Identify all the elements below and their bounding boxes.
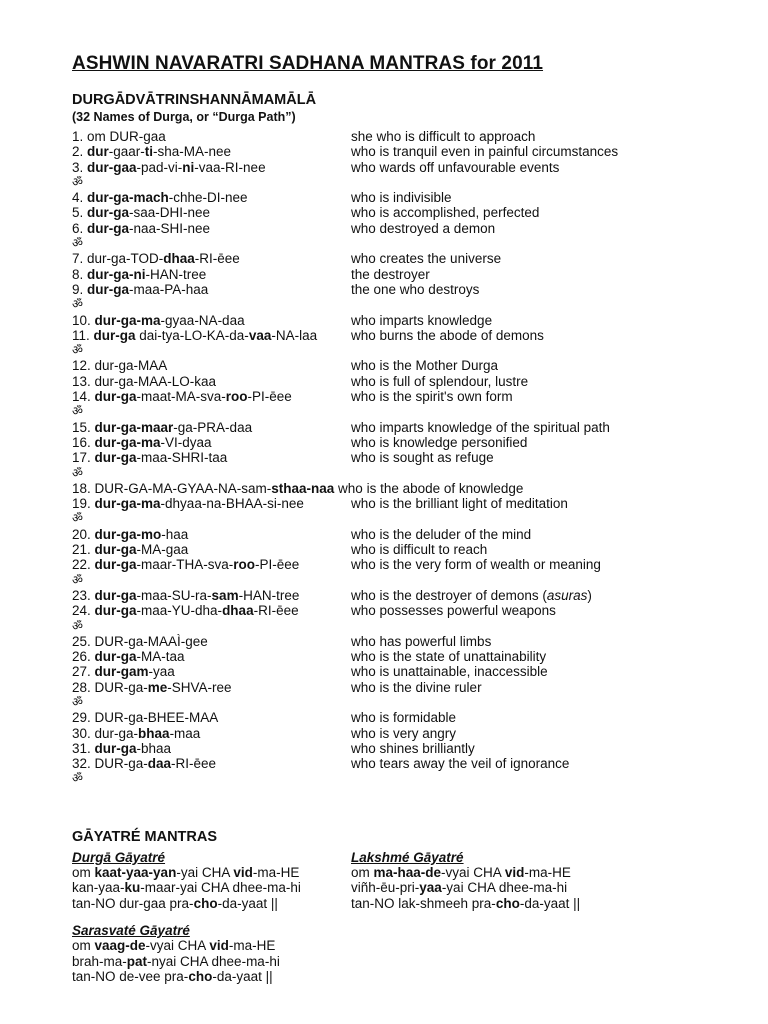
text-segment: -vyai CHA <box>441 865 505 881</box>
mantra-line <box>351 865 630 880</box>
name-row <box>72 481 712 496</box>
gayatri-heading: Sarasvaté Gāyatré <box>72 922 190 938</box>
name-meaning: who possesses powerful weapons <box>351 603 556 619</box>
mantra-line <box>351 880 630 895</box>
bold-syllable: dhaa <box>163 251 195 267</box>
italic-word: asuras <box>546 587 588 603</box>
name-row <box>72 328 712 343</box>
bold-syllable: dur-ga <box>87 220 130 236</box>
name-meaning: who burns the abode of demons <box>351 327 544 343</box>
text-segment: -NA-laa <box>271 327 318 343</box>
sanskrit-name <box>72 557 351 572</box>
name-meaning: who imparts knowledge of the spiritual path <box>351 419 610 435</box>
text-segment: 10. <box>72 312 95 328</box>
name-row <box>72 588 712 603</box>
gayatri-grid <box>72 850 712 996</box>
sanskrit-name <box>72 160 351 175</box>
sanskrit-name <box>72 435 351 450</box>
sanskrit-name <box>72 649 351 664</box>
om-symbol-icon: ॐ <box>72 771 83 786</box>
text-segment: 25. DUR-ga-MAAÌ-gee <box>72 633 208 649</box>
text-segment: -nyai CHA dhee-ma-hi <box>147 953 280 969</box>
bold-syllable: ma-haa-de <box>373 865 442 881</box>
mantra-line <box>72 954 351 969</box>
sanskrit-name <box>72 710 351 725</box>
bold-syllable: dur <box>87 144 109 160</box>
bold-syllable: vid <box>233 865 253 881</box>
text-segment: 7. dur-ga-TOD- <box>72 251 164 267</box>
bold-syllable: bhaa <box>138 725 170 741</box>
sanskrit-name <box>72 588 351 603</box>
bold-syllable: dur-ga <box>87 281 130 297</box>
sanskrit-name <box>72 251 351 266</box>
gayatri-block <box>72 850 351 911</box>
text-segment: -maat-MA-sva- <box>136 389 226 405</box>
name-row <box>72 420 712 435</box>
bold-syllable: dur-ga <box>94 740 137 756</box>
sanskrit-name <box>72 603 351 618</box>
name-meaning: who tears away the veil of ignorance <box>351 756 570 772</box>
text-segment: 16. <box>72 434 95 450</box>
sanskrit-name <box>72 205 351 220</box>
text-segment: -da-yaat || <box>212 968 273 984</box>
document-title: ASHWIN NAVARATRI SADHANA MANTRAS for 2011 <box>72 53 544 74</box>
text-segment: om <box>72 938 95 954</box>
durga-names-section <box>72 92 712 787</box>
name-row <box>72 358 712 373</box>
text-segment: -yai CHA dhee-ma-hi <box>441 880 568 896</box>
name-meaning: the destroyer <box>351 266 430 282</box>
gayatri-left-column <box>72 850 351 996</box>
bold-syllable: roo <box>225 389 248 405</box>
mantra-line <box>72 896 351 911</box>
text-segment: -bhaa <box>136 740 172 756</box>
text-segment: 24. <box>72 603 95 619</box>
bold-syllable: pat <box>126 953 148 969</box>
name-row <box>72 129 712 144</box>
sanskrit-name <box>72 481 523 496</box>
section-title: DURGĀDVĀTRINSHANNĀMAMĀLĀ <box>72 92 317 108</box>
name-meaning: who is the divine ruler <box>351 679 482 695</box>
text-segment: brah-ma- <box>72 953 127 969</box>
bold-syllable: dur-ga-mach <box>87 190 169 206</box>
text-segment: -HAN-tree <box>238 587 300 603</box>
name-row <box>72 741 712 756</box>
text-segment: 29. DUR-ga-BHEE-MAA <box>72 710 219 726</box>
bold-syllable: dur-ga <box>93 327 136 343</box>
name-row <box>72 267 712 282</box>
text-segment: tan-NO lak-shmeeh pra- <box>351 895 496 911</box>
sanskrit-name <box>72 389 351 404</box>
bold-syllable: yaa <box>419 880 442 896</box>
name-row <box>72 527 712 542</box>
gayatri-block <box>351 850 630 911</box>
name-row <box>72 450 712 465</box>
name-row <box>72 726 712 741</box>
text-segment: -ga-PRA-daa <box>173 419 253 435</box>
text-segment: -da-yaat || <box>519 895 581 911</box>
name-meaning: who has powerful limbs <box>351 633 492 649</box>
bold-syllable: dur-gam <box>94 664 149 680</box>
bold-syllable: dur-ga <box>94 450 137 466</box>
text-segment: 11. <box>72 327 94 343</box>
name-row <box>72 190 712 205</box>
text-segment: -ma-HE <box>252 865 300 881</box>
name-meaning: who imparts knowledge <box>351 312 493 328</box>
text-segment: 6. <box>72 220 88 236</box>
text-segment: 2. <box>72 144 88 160</box>
sanskrit-name <box>72 527 351 542</box>
text-segment: 22. <box>72 557 95 573</box>
bold-syllable: dur-ga-maar <box>94 419 174 435</box>
bold-syllable: dur-ga-mo <box>94 526 162 542</box>
name-row <box>72 664 712 679</box>
mantra-line <box>72 969 351 984</box>
text-segment: 14. <box>72 389 95 405</box>
text-segment: -MA-taa <box>136 649 185 665</box>
text-segment: -maa-SU-ra- <box>136 587 212 603</box>
bold-syllable: dur-ga <box>94 557 137 573</box>
text-segment: -PI-ēee <box>255 557 300 573</box>
text-segment: -PI-ēee <box>247 389 292 405</box>
bold-syllable: dur-ga <box>94 603 137 619</box>
text-segment: -maar-yai CHA dhee-ma-hi <box>140 880 301 896</box>
name-meaning: who wards off unfavourable events <box>351 159 560 175</box>
om-symbol-icon: ॐ <box>72 618 83 633</box>
sanskrit-name <box>72 420 351 435</box>
document-page <box>72 52 712 996</box>
sanskrit-name <box>72 358 351 373</box>
sanskrit-name <box>72 190 351 205</box>
name-meaning: who is knowledge personified <box>351 434 528 450</box>
text-segment: 26. <box>72 649 95 665</box>
name-meaning: who shines brilliantly <box>351 740 475 756</box>
bold-syllable: vid <box>504 865 525 881</box>
text-segment: -vaa-RI-nee <box>194 159 266 175</box>
text-segment: tan-NO de-vee pra- <box>72 968 189 984</box>
text-segment: -saa-DHI-nee <box>129 205 211 221</box>
bold-syllable: dur-gaa <box>87 159 137 175</box>
text-segment: -maa <box>169 725 201 741</box>
text-segment: -VI-dyaa <box>160 434 212 450</box>
text-segment: om <box>351 865 374 881</box>
name-meaning: who creates the universe <box>351 251 502 267</box>
text-segment: 28. DUR-ga- <box>72 679 148 695</box>
name-row <box>72 649 712 664</box>
sanskrit-name <box>72 282 351 297</box>
text-segment: 23. <box>72 587 95 603</box>
bold-syllable: dur-ga <box>94 389 137 405</box>
text-segment: -maar-THA-sva- <box>136 557 234 573</box>
text-segment: -yaa <box>148 664 175 680</box>
text-segment: tan-NO dur-gaa pra- <box>72 895 194 911</box>
text-segment: -pad-vi- <box>136 159 183 175</box>
name-meaning: who is the brilliant light of meditation <box>351 496 568 512</box>
name-row <box>72 144 712 159</box>
bold-syllable: dur-ga <box>87 205 130 221</box>
text-segment: 5. <box>72 205 88 221</box>
bold-syllable: cho <box>495 895 520 911</box>
text-segment: 19. <box>72 496 95 512</box>
om-symbol-icon: ॐ <box>72 694 83 709</box>
text-segment: -ma-HE <box>524 865 571 881</box>
bold-syllable: dur-ga-ma <box>94 496 161 512</box>
name-meaning: who is the Mother Durga <box>351 358 499 374</box>
om-symbol-icon: ॐ <box>72 465 83 480</box>
gayatri-heading: Lakshmé Gāyatré <box>351 849 464 865</box>
text-segment: 31. <box>72 740 95 756</box>
om-symbol-icon: ॐ <box>72 404 83 419</box>
text-segment: -RI-ēee <box>253 603 299 619</box>
om-symbol-icon: ॐ <box>72 511 83 526</box>
bold-syllable: vaa <box>248 327 272 343</box>
sanskrit-name <box>72 221 351 236</box>
mantra-line <box>72 938 351 953</box>
gayatri-heading: Durgā Gāyatré <box>72 849 166 865</box>
text-segment: dai-tya-LO-KA-da- <box>135 327 249 343</box>
text-segment: -maa-SHRI-taa <box>136 450 228 466</box>
bold-syllable: vid <box>209 938 229 954</box>
sanskrit-name <box>72 634 351 649</box>
bold-syllable: ku <box>124 880 141 896</box>
text-segment: 15. <box>72 419 95 435</box>
text-segment: 4. <box>72 190 88 206</box>
text-segment: -HAN-tree <box>145 266 207 282</box>
name-row <box>72 542 712 557</box>
mantra-line <box>72 865 351 880</box>
name-row <box>72 205 712 220</box>
text-segment: 18. DUR-GA-MA-GYAA-NA-sam- <box>72 480 272 496</box>
sanskrit-name <box>72 680 351 695</box>
text-segment: 12. dur-ga-MAA <box>72 358 168 374</box>
gayatri-right-column <box>351 850 630 996</box>
gayatri-block <box>72 923 351 984</box>
name-row <box>72 496 712 511</box>
name-row <box>72 313 712 328</box>
text-segment: -sha-MA-nee <box>153 144 232 160</box>
text-segment: 9. <box>72 281 88 297</box>
text-segment: -RI-ēee <box>194 251 240 267</box>
sanskrit-name <box>72 129 351 144</box>
text-segment: -naa-SHI-nee <box>129 220 211 236</box>
name-row <box>72 282 712 297</box>
sanskrit-name <box>72 328 351 343</box>
name-row <box>72 221 712 236</box>
bold-syllable: dur-ga <box>94 587 137 603</box>
name-meaning: she who is difficult to approach <box>351 129 536 144</box>
name-meaning: who is full of splendour, lustre <box>351 373 529 389</box>
name-meaning: the one who destroys <box>351 281 480 297</box>
name-meaning: who is the state of unattainability <box>351 649 547 665</box>
sanskrit-name <box>72 450 351 465</box>
text-segment: 32. DUR-ga- <box>72 756 148 772</box>
bold-syllable: sthaa-naa <box>271 480 335 496</box>
bold-syllable: kaat-yaa-yan <box>94 865 177 881</box>
gayatri-title: GĀYATRÉ MANTRAS <box>72 828 218 845</box>
bold-syllable: vaag-de <box>94 938 146 954</box>
name-meaning: who is sought as refuge <box>351 450 494 466</box>
sanskrit-name <box>72 496 351 511</box>
name-row <box>72 557 712 572</box>
bold-syllable: dur-ga <box>94 649 137 665</box>
text-segment: -SHVA-ree <box>167 679 232 695</box>
bold-syllable: dur-ga-ni <box>87 266 146 282</box>
name-row <box>72 603 712 618</box>
text-segment: -gaar- <box>108 144 145 160</box>
bold-syllable: ti <box>144 144 154 160</box>
name-meaning: who is difficult to reach <box>351 542 488 558</box>
name-row <box>72 160 712 175</box>
sanskrit-name <box>72 267 351 282</box>
sanskrit-name <box>72 741 351 756</box>
bold-syllable: dur-ga <box>94 542 137 558</box>
text-segment: 8. <box>72 266 88 282</box>
name-meaning: who is the very form of wealth or meaning <box>351 557 601 573</box>
name-meaning: who is the abode of knowledge <box>334 480 524 496</box>
text-segment: -yai CHA <box>176 865 234 881</box>
text-segment: 1. om DUR-gaa <box>72 129 166 144</box>
bold-syllable: ni <box>182 159 195 175</box>
text-segment: -chhe-DI-nee <box>168 190 248 206</box>
text-segment: viñh-ēu-pri- <box>351 880 420 896</box>
name-row <box>72 435 712 450</box>
bold-syllable: dhaa <box>222 603 254 619</box>
text-segment: 13. dur-ga-MAA-LO-kaa <box>72 373 217 389</box>
om-symbol-icon: ॐ <box>72 572 83 587</box>
sanskrit-name <box>72 542 351 557</box>
om-symbol-icon: ॐ <box>72 236 83 251</box>
sanskrit-name <box>72 374 351 389</box>
name-row <box>72 756 712 771</box>
text-segment: 21. <box>72 542 95 558</box>
om-symbol-icon: ॐ <box>72 343 83 358</box>
text-segment: -da-yaat || <box>217 895 278 911</box>
text-segment: 17. <box>72 450 95 466</box>
text-segment: -ma-HE <box>228 938 276 954</box>
bold-syllable: sam <box>211 587 239 603</box>
sanskrit-name <box>72 726 351 741</box>
names-list <box>72 129 712 787</box>
name-row <box>72 680 712 695</box>
bold-syllable: dur-ga-ma <box>94 434 161 450</box>
om-symbol-icon: ॐ <box>72 297 83 312</box>
name-meaning: who is indivisible <box>351 190 452 206</box>
mantra-line <box>72 880 351 895</box>
text-segment: -dhyaa-na-BHAA-si-nee <box>160 496 304 512</box>
name-meaning: who is tranquil even in painful circumstances <box>351 144 619 160</box>
bold-syllable: dur-ga-ma <box>94 312 161 328</box>
name-meaning: who destroyed a demon <box>351 220 496 236</box>
name-row <box>72 634 712 649</box>
name-meaning: who is accomplished, perfected <box>351 205 540 221</box>
name-meaning: who is very angry <box>351 725 457 741</box>
text-segment: 3. <box>72 159 88 175</box>
name-row <box>72 389 712 404</box>
name-meaning: who is the destroyer of demons (asuras) <box>351 587 592 603</box>
name-row <box>72 374 712 389</box>
text-segment: -vyai CHA <box>145 938 210 954</box>
text-segment: 20. <box>72 526 95 542</box>
text-segment: -RI-ēee <box>171 756 217 772</box>
text-segment: 27. <box>72 664 95 680</box>
bold-syllable: cho <box>193 895 218 911</box>
om-symbol-icon: ॐ <box>72 174 83 189</box>
text-segment: -MA-gaa <box>136 542 189 558</box>
text-segment: kan-yaa- <box>72 880 125 896</box>
text-segment: -maa-PA-haa <box>129 281 209 297</box>
text-segment: -maa-YU-dha- <box>136 603 223 619</box>
text-segment: -haa <box>161 526 189 542</box>
name-meaning: who is formidable <box>351 710 457 726</box>
sanskrit-name <box>72 664 351 679</box>
bold-syllable: roo <box>233 557 256 573</box>
sanskrit-name <box>72 756 351 771</box>
bold-syllable: cho <box>188 968 213 984</box>
sanskrit-name <box>72 313 351 328</box>
bold-syllable: me <box>147 679 168 695</box>
name-meaning: who is the deluder of the mind <box>351 526 532 542</box>
mantra-line <box>351 896 630 911</box>
text-segment: 30. dur-ga- <box>72 725 139 741</box>
sanskrit-name <box>72 144 351 159</box>
name-row <box>72 710 712 725</box>
section-subtitle: (32 Names of Durga, or “Durga Path”) <box>72 110 296 124</box>
bold-syllable: daa <box>147 756 172 772</box>
name-row <box>72 251 712 266</box>
name-meaning: who is the spirit's own form <box>351 389 513 405</box>
text-segment: -gyaa-NA-daa <box>160 312 245 328</box>
name-meaning: who is unattainable, inaccessible <box>351 664 548 680</box>
text-segment: om <box>72 865 95 881</box>
